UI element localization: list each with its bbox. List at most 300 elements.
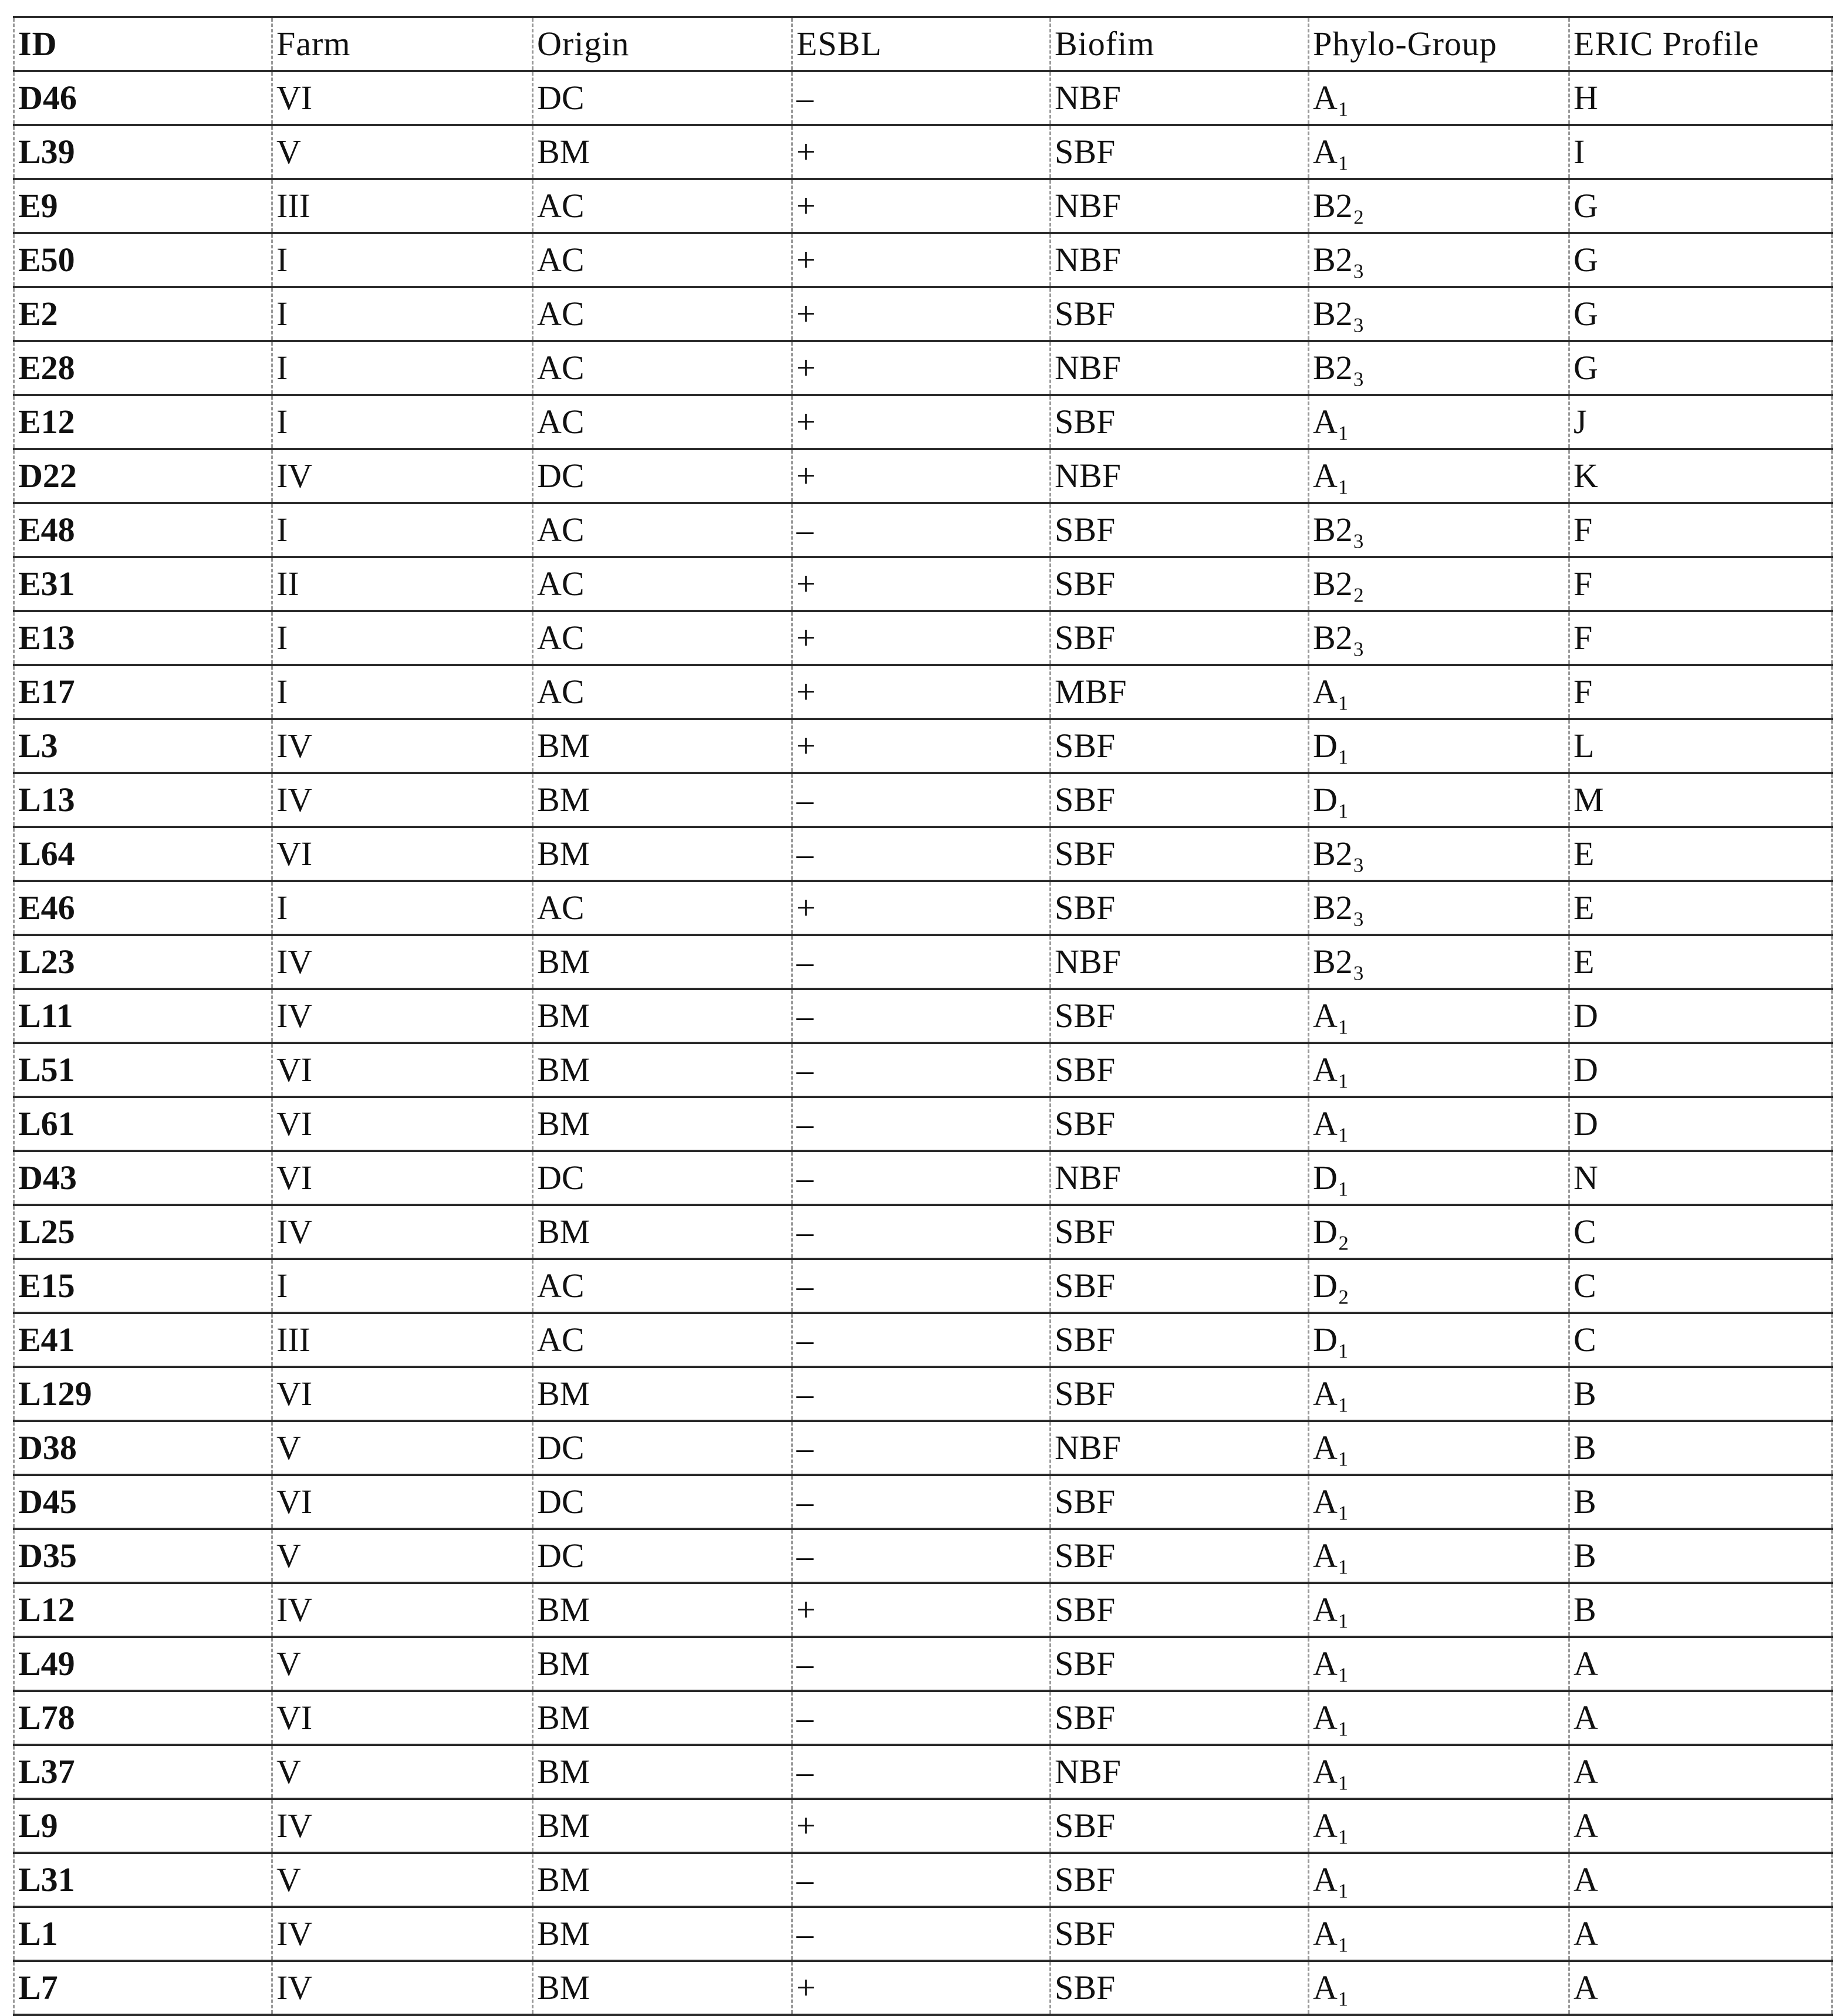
cell-id: L3 [14,719,272,773]
cell-id: L12 [14,1583,272,1637]
header-biofim: Biofim [1051,17,1309,71]
cell-biofim: NBF [1051,1745,1309,1799]
cell-eric-profile: H [1569,71,1832,125]
cell-eric-profile: G [1569,341,1832,395]
cell-id: L78 [14,1691,272,1745]
cell-esbl: + [792,179,1051,233]
cell-origin: AC [533,503,792,557]
cell-id: L61 [14,1097,272,1151]
cell-phylo-group: B2₃ [1309,341,1569,395]
cell-esbl: – [792,1529,1051,1583]
cell-eric-profile: I [1569,125,1832,179]
cell-id: E48 [14,503,272,557]
cell-phylo-group: D₁ [1309,773,1569,827]
cell-farm: V [272,1853,533,1907]
cell-id: E41 [14,1313,272,1367]
cell-farm: VI [272,1475,533,1529]
cell-phylo-group: A₁ [1309,1529,1569,1583]
cell-id: E12 [14,395,272,449]
table-row [14,935,1832,989]
table-row [14,1529,1832,1583]
cell-id: L13 [14,773,272,827]
cell-farm: III [272,179,533,233]
cell-origin: DC [533,1475,792,1529]
cell-biofim: SBF [1051,1637,1309,1691]
table-row [14,1961,1832,2015]
header-eric-profile: ERIC Profile [1569,17,1832,71]
cell-eric-profile: A [1569,1853,1832,1907]
cell-phylo-group: A₁ [1309,1043,1569,1097]
cell-id: D35 [14,1529,272,1583]
cell-origin: AC [533,395,792,449]
cell-id: L31 [14,1853,272,1907]
cell-esbl: – [792,503,1051,557]
cell-phylo-group: D₂ [1309,1205,1569,1259]
cell-esbl: + [792,881,1051,935]
cell-id: E15 [14,1259,272,1313]
cell-biofim: SBF [1051,1205,1309,1259]
cell-origin: DC [533,71,792,125]
cell-esbl: – [792,1907,1051,1961]
cell-eric-profile: K [1569,449,1832,503]
cell-farm: V [272,1745,533,1799]
cell-esbl: + [792,665,1051,719]
cell-esbl: – [792,1421,1051,1475]
cell-biofim: SBF [1051,1367,1309,1421]
cell-phylo-group: A₁ [1309,1799,1569,1853]
table-row [14,125,1832,179]
cell-eric-profile: A [1569,1907,1832,1961]
cell-origin: AC [533,881,792,935]
cell-esbl: – [792,71,1051,125]
cell-id: D38 [14,1421,272,1475]
cell-id: L37 [14,1745,272,1799]
cell-origin: BM [533,1097,792,1151]
table-header [14,17,1832,71]
header-id: ID [14,17,272,71]
cell-id: D43 [14,1151,272,1205]
isolate-table [13,16,1833,2016]
cell-biofim: SBF [1051,1529,1309,1583]
cell-farm: V [272,1637,533,1691]
cell-eric-profile: D [1569,1097,1832,1151]
cell-phylo-group: A₁ [1309,395,1569,449]
cell-biofim: SBF [1051,719,1309,773]
cell-farm: VI [272,71,533,125]
cell-phylo-group: B2₃ [1309,287,1569,341]
cell-esbl: – [792,827,1051,881]
cell-biofim: NBF [1051,1421,1309,1475]
cell-id: E46 [14,881,272,935]
cell-origin: BM [533,935,792,989]
cell-id: L129 [14,1367,272,1421]
cell-esbl: – [792,989,1051,1043]
cell-eric-profile: D [1569,1043,1832,1097]
table-row [14,1367,1832,1421]
cell-esbl: – [792,1313,1051,1367]
cell-id: E50 [14,233,272,287]
cell-phylo-group: A₁ [1309,1907,1569,1961]
cell-id: L64 [14,827,272,881]
cell-esbl: + [792,449,1051,503]
cell-phylo-group: D₂ [1309,1259,1569,1313]
cell-biofim: SBF [1051,773,1309,827]
cell-esbl: + [792,395,1051,449]
cell-esbl: – [792,1367,1051,1421]
cell-esbl: + [792,557,1051,611]
header-farm: Farm [272,17,533,71]
cell-origin: AC [533,179,792,233]
cell-phylo-group: B2₃ [1309,611,1569,665]
cell-farm: II [272,557,533,611]
cell-farm: VI [272,1367,533,1421]
cell-id: E9 [14,179,272,233]
cell-id: L7 [14,1961,272,2015]
table-row [14,1151,1832,1205]
cell-biofim: NBF [1051,935,1309,989]
cell-origin: DC [533,1529,792,1583]
cell-origin: BM [533,1367,792,1421]
cell-origin: BM [533,1907,792,1961]
cell-farm: IV [272,1205,533,1259]
cell-phylo-group: A₁ [1309,1583,1569,1637]
cell-eric-profile: C [1569,1259,1832,1313]
cell-id: L39 [14,125,272,179]
cell-eric-profile: A [1569,1745,1832,1799]
cell-esbl: – [792,1691,1051,1745]
cell-phylo-group: A₁ [1309,665,1569,719]
cell-eric-profile: E [1569,827,1832,881]
cell-esbl: + [792,1583,1051,1637]
cell-biofim: SBF [1051,1313,1309,1367]
cell-id: L9 [14,1799,272,1853]
cell-origin: BM [533,1745,792,1799]
header-esbl: ESBL [792,17,1051,71]
table-row [14,557,1832,611]
table-row [14,665,1832,719]
cell-farm: IV [272,989,533,1043]
cell-origin: DC [533,1421,792,1475]
cell-origin: BM [533,719,792,773]
cell-biofim: SBF [1051,1907,1309,1961]
header-row [14,17,1832,71]
cell-farm: V [272,125,533,179]
cell-phylo-group: A₁ [1309,125,1569,179]
cell-phylo-group: A₁ [1309,71,1569,125]
cell-origin: BM [533,1799,792,1853]
cell-farm: VI [272,1043,533,1097]
cell-esbl: – [792,1205,1051,1259]
cell-id: L25 [14,1205,272,1259]
cell-phylo-group: B2₃ [1309,827,1569,881]
table-row [14,1259,1832,1313]
cell-farm: IV [272,449,533,503]
cell-farm: V [272,1421,533,1475]
cell-farm: I [272,341,533,395]
cell-farm: IV [272,1961,533,2015]
cell-origin: BM [533,1853,792,1907]
cell-origin: DC [533,449,792,503]
cell-id: L1 [14,1907,272,1961]
table-row [14,1691,1832,1745]
cell-origin: BM [533,125,792,179]
cell-biofim: SBF [1051,1583,1309,1637]
cell-origin: BM [533,827,792,881]
cell-esbl: – [792,1637,1051,1691]
cell-esbl: + [792,611,1051,665]
cell-id: D45 [14,1475,272,1529]
table-row [14,1745,1832,1799]
cell-esbl: – [792,1043,1051,1097]
cell-eric-profile: E [1569,935,1832,989]
cell-biofim: SBF [1051,287,1309,341]
cell-eric-profile: B [1569,1583,1832,1637]
table-row [14,1475,1832,1529]
table-row [14,71,1832,125]
table-row [14,1853,1832,1907]
cell-phylo-group: A₁ [1309,1745,1569,1799]
cell-phylo-group: A₁ [1309,1421,1569,1475]
cell-phylo-group: A₁ [1309,989,1569,1043]
cell-phylo-group: D₁ [1309,1151,1569,1205]
cell-eric-profile: C [1569,1205,1832,1259]
cell-biofim: SBF [1051,881,1309,935]
cell-farm: I [272,1259,533,1313]
table-row [14,179,1832,233]
cell-id: E2 [14,287,272,341]
table-row [14,719,1832,773]
cell-farm: I [272,395,533,449]
cell-eric-profile: F [1569,611,1832,665]
cell-origin: DC [533,1151,792,1205]
cell-esbl: – [792,773,1051,827]
cell-phylo-group: A₁ [1309,1475,1569,1529]
cell-origin: AC [533,611,792,665]
cell-id: E17 [14,665,272,719]
cell-id: E13 [14,611,272,665]
cell-origin: AC [533,287,792,341]
cell-farm: III [272,1313,533,1367]
cell-biofim: SBF [1051,1853,1309,1907]
cell-esbl: – [792,1259,1051,1313]
cell-phylo-group: B2₂ [1309,557,1569,611]
cell-farm: IV [272,773,533,827]
cell-origin: AC [533,665,792,719]
table-row [14,1043,1832,1097]
cell-biofim: MBF [1051,665,1309,719]
cell-biofim: SBF [1051,395,1309,449]
cell-biofim: NBF [1051,233,1309,287]
cell-eric-profile: G [1569,287,1832,341]
cell-farm: IV [272,1583,533,1637]
cell-eric-profile: A [1569,1691,1832,1745]
cell-farm: IV [272,1799,533,1853]
cell-biofim: NBF [1051,1151,1309,1205]
cell-phylo-group: D₁ [1309,719,1569,773]
cell-origin: BM [533,1205,792,1259]
cell-eric-profile: F [1569,665,1832,719]
cell-biofim: SBF [1051,125,1309,179]
cell-eric-profile: G [1569,179,1832,233]
cell-farm: VI [272,827,533,881]
table-row [14,1205,1832,1259]
cell-eric-profile: N [1569,1151,1832,1205]
table-row [14,449,1832,503]
data-table-container [13,16,1831,2016]
cell-eric-profile: D [1569,989,1832,1043]
cell-id: D22 [14,449,272,503]
cell-biofim: SBF [1051,1259,1309,1313]
cell-eric-profile: E [1569,881,1832,935]
cell-farm: VI [272,1097,533,1151]
cell-origin: AC [533,1313,792,1367]
header-origin: Origin [533,17,792,71]
cell-eric-profile: L [1569,719,1832,773]
cell-eric-profile: G [1569,233,1832,287]
cell-farm: VI [272,1691,533,1745]
cell-biofim: SBF [1051,1043,1309,1097]
cell-origin: AC [533,341,792,395]
cell-phylo-group: A₁ [1309,1853,1569,1907]
table-body [14,71,1832,2015]
table-row [14,1799,1832,1853]
cell-farm: VI [272,1151,533,1205]
cell-esbl: + [792,233,1051,287]
table-row [14,395,1832,449]
table-row [14,827,1832,881]
cell-farm: IV [272,1907,533,1961]
cell-phylo-group: B2₃ [1309,503,1569,557]
cell-phylo-group: B2₂ [1309,179,1569,233]
cell-origin: BM [533,1691,792,1745]
cell-eric-profile: C [1569,1313,1832,1367]
cell-biofim: SBF [1051,557,1309,611]
table-row [14,341,1832,395]
cell-phylo-group: A₁ [1309,1691,1569,1745]
cell-esbl: – [792,935,1051,989]
cell-eric-profile: A [1569,1961,1832,2015]
cell-origin: BM [533,989,792,1043]
cell-eric-profile: M [1569,773,1832,827]
cell-id: L11 [14,989,272,1043]
cell-eric-profile: F [1569,503,1832,557]
cell-phylo-group: D₁ [1309,1313,1569,1367]
cell-eric-profile: B [1569,1529,1832,1583]
cell-origin: AC [533,1259,792,1313]
cell-origin: BM [533,1043,792,1097]
cell-phylo-group: A₁ [1309,449,1569,503]
cell-biofim: SBF [1051,989,1309,1043]
cell-biofim: SBF [1051,1691,1309,1745]
cell-id: L23 [14,935,272,989]
cell-farm: I [272,233,533,287]
cell-biofim: NBF [1051,341,1309,395]
table-row [14,233,1832,287]
cell-id: L51 [14,1043,272,1097]
cell-esbl: + [792,287,1051,341]
table-row [14,1313,1832,1367]
cell-biofim: NBF [1051,179,1309,233]
cell-id: D46 [14,71,272,125]
cell-phylo-group: A₁ [1309,1367,1569,1421]
cell-phylo-group: B2₃ [1309,935,1569,989]
cell-id: E31 [14,557,272,611]
cell-origin: AC [533,557,792,611]
table-row [14,773,1832,827]
cell-esbl: + [792,341,1051,395]
cell-phylo-group: B2₃ [1309,881,1569,935]
cell-origin: BM [533,1961,792,2015]
table-row [14,1637,1832,1691]
cell-origin: BM [533,1637,792,1691]
cell-farm: I [272,287,533,341]
cell-esbl: – [792,1853,1051,1907]
cell-biofim: SBF [1051,1097,1309,1151]
cell-biofim: NBF [1051,449,1309,503]
cell-esbl: + [792,1961,1051,2015]
cell-farm: I [272,611,533,665]
cell-origin: BM [533,1583,792,1637]
cell-esbl: – [792,1475,1051,1529]
table-row [14,503,1832,557]
cell-eric-profile: A [1569,1799,1832,1853]
cell-farm: I [272,665,533,719]
cell-esbl: – [792,1151,1051,1205]
cell-farm: V [272,1529,533,1583]
cell-phylo-group: A₁ [1309,1097,1569,1151]
table-row [14,287,1832,341]
cell-eric-profile: B [1569,1475,1832,1529]
cell-phylo-group: B2₃ [1309,233,1569,287]
table-row [14,611,1832,665]
table-row [14,1583,1832,1637]
header-phylo-group: Phylo-Group [1309,17,1569,71]
cell-farm: I [272,881,533,935]
cell-biofim: SBF [1051,1961,1309,2015]
cell-id: L49 [14,1637,272,1691]
table-row [14,1907,1832,1961]
table-row [14,1421,1832,1475]
cell-farm: IV [272,719,533,773]
cell-origin: AC [533,233,792,287]
cell-esbl: – [792,1745,1051,1799]
cell-eric-profile: A [1569,1637,1832,1691]
cell-biofim: SBF [1051,1475,1309,1529]
cell-eric-profile: B [1569,1421,1832,1475]
cell-farm: I [272,503,533,557]
cell-biofim: SBF [1051,611,1309,665]
cell-biofim: SBF [1051,1799,1309,1853]
table-row [14,1097,1832,1151]
cell-phylo-group: A₁ [1309,1637,1569,1691]
cell-biofim: SBF [1051,827,1309,881]
cell-eric-profile: J [1569,395,1832,449]
cell-esbl: + [792,125,1051,179]
cell-origin: BM [533,773,792,827]
cell-biofim: NBF [1051,71,1309,125]
table-row [14,989,1832,1043]
cell-esbl: – [792,1097,1051,1151]
cell-id: E28 [14,341,272,395]
cell-eric-profile: B [1569,1367,1832,1421]
cell-farm: IV [272,935,533,989]
cell-esbl: + [792,1799,1051,1853]
cell-eric-profile: F [1569,557,1832,611]
cell-biofim: SBF [1051,503,1309,557]
cell-esbl: + [792,719,1051,773]
table-row [14,881,1832,935]
cell-phylo-group: A₁ [1309,1961,1569,2015]
